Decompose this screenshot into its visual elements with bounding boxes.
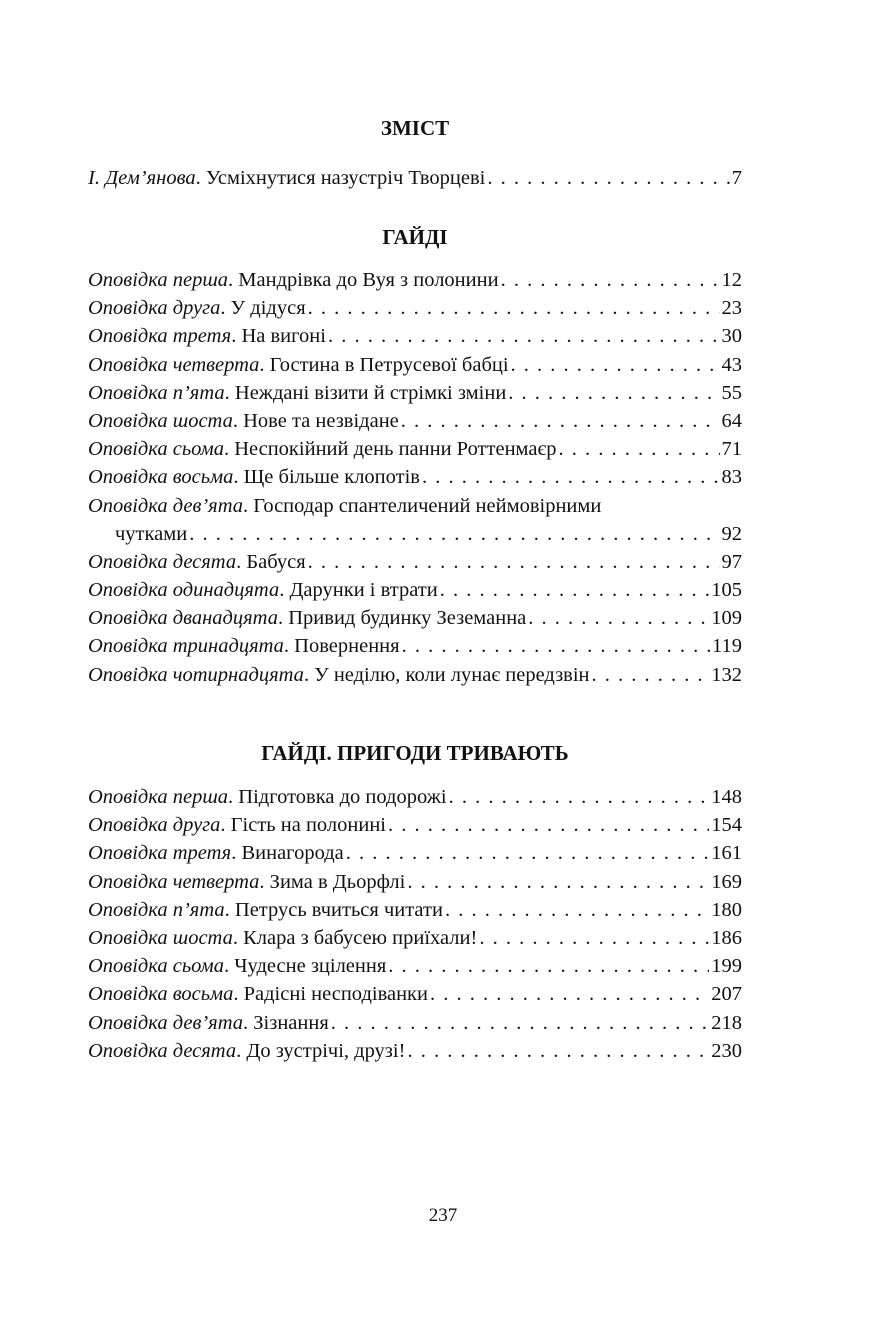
entry-page-number: 105	[711, 579, 742, 602]
entry-title: На вигоні	[241, 325, 326, 348]
toc-entry[interactable]: Оповідка чотирнадцята. У неділю, коли лунає передзвін . . . 132	[88, 661, 742, 689]
entry-label: Оповідка шоста	[88, 926, 233, 949]
dot-leader	[189, 520, 719, 548]
dot-leader	[559, 435, 720, 463]
entry-page-number: 7	[731, 167, 742, 189]
toc-entry[interactable]: Оповідка дванадцята. Привид будинку Зеземанна . . . 109	[88, 604, 742, 632]
entry-page-number: 132	[711, 663, 742, 686]
entry-author: І. Дем’янова	[88, 167, 196, 189]
dot-leader	[508, 379, 719, 407]
dot-leader	[449, 783, 710, 811]
toc-entry[interactable]: Оповідка друга. Гість на полонині . . . 154	[88, 811, 742, 839]
entry-label: Оповідка десята	[88, 550, 237, 573]
entry-page-number: 180	[711, 898, 742, 921]
entry-label: Оповідка одинадцята	[88, 579, 280, 602]
entry-label: Оповідка дев’ята	[88, 494, 244, 517]
entry-title: Петрусь вчиться читати	[234, 898, 443, 921]
entry-label: Оповідка восьма	[88, 983, 234, 1006]
entry-label: Оповідка тринадцята	[88, 635, 284, 658]
toc-entry[interactable]: Оповідка дев’ята. Зізнання . . . 218	[88, 1009, 742, 1037]
entry-page-number: 43	[721, 353, 742, 376]
dot-leader	[328, 322, 720, 350]
dot-leader	[501, 266, 720, 294]
dot-leader	[308, 548, 720, 576]
entry-page-number: 148	[711, 786, 742, 808]
entry-page-number: 55	[721, 381, 742, 404]
entry-page-number: 230	[711, 1039, 742, 1062]
entry-label: Оповідка друга	[88, 814, 221, 837]
entry-title: Гість на полонині	[230, 814, 386, 837]
entry-title: Чудесне зцілення	[234, 955, 387, 978]
entry-title: Усміхнутися назустріч Творцеві	[205, 167, 486, 189]
dot-leader	[407, 1037, 709, 1065]
entry-label: Оповідка третя	[88, 325, 232, 348]
entry-page-number: 199	[711, 955, 742, 978]
entry-title: Нове та незвідане	[243, 409, 399, 432]
entry-title: Господар спантеличений неймовірними	[253, 494, 602, 517]
dot-leader	[422, 463, 720, 491]
entry-label: Оповідка третя	[88, 842, 232, 865]
toc-entry[interactable]: Оповідка восьма. Ще більше клопотів . . . 83	[88, 463, 742, 491]
entry-label: Оповідка п’ята	[88, 898, 225, 921]
toc-entry[interactable]: Оповідка п’ята. Петрусь вчиться читати . . . 180	[88, 896, 742, 924]
entry-label: Оповідка чотирнадцята	[88, 663, 304, 686]
entry-title: До зустрічі, друзі!	[246, 1039, 406, 1062]
dot-leader	[479, 924, 709, 952]
entry-label: Оповідка десята	[88, 1039, 237, 1062]
toc-entry[interactable]: Оповідка четверта. Гостина в Петрусевої бабці . . . 43	[88, 351, 742, 379]
entry-page-number: 119	[712, 635, 742, 658]
entry-title: Зима в Дьорфлі	[269, 870, 406, 893]
entry-page-number: 23	[721, 297, 742, 320]
toc-entry-continuation[interactable]	[88, 520, 742, 548]
dot-leader	[592, 661, 710, 689]
entry-label: Оповідка друга	[88, 297, 221, 320]
page-number: 237	[428, 1205, 458, 1226]
entry-page-number: 207	[711, 983, 742, 1006]
entry-page-number: 64	[721, 409, 742, 432]
dot-leader	[407, 868, 709, 896]
toc-entry[interactable]: Оповідка четверта. Зима в Дьорфлі . . . 169	[88, 868, 742, 896]
entry-label: Оповідка четверта	[88, 870, 260, 893]
entry-title: Клара з бабусею приїхали!	[243, 926, 478, 949]
entry-page-number: 161	[711, 842, 742, 865]
toc-entry[interactable]: Оповідка шоста. Клара з бабусею приїхали! . . . 186	[88, 924, 742, 952]
entry-label: Оповідка перша	[88, 786, 229, 808]
entry-title: Зізнання	[253, 1011, 329, 1034]
entry-label: Оповідка дев’ята	[88, 1011, 244, 1034]
entry-page-number: 71	[721, 438, 742, 461]
entry-label: Оповідка перша	[88, 269, 229, 291]
dot-leader	[528, 604, 709, 632]
entry-page-number: 154	[711, 814, 742, 837]
toc-entry[interactable]: І. Дем’янова. Усміхнутися назустріч Творцеві . . . 7	[88, 164, 742, 192]
entry-label: Оповідка шоста	[88, 409, 233, 432]
entry-title: Неждані візити й стрімкі зміни	[234, 381, 507, 404]
entry-title: Ще більше клопотів	[243, 466, 420, 489]
entry-title: Гостина в Петрусевої бабці	[269, 353, 509, 376]
toc-entry[interactable]: Оповідка перша. Мандрівка до Вуя з полонини . . . 12	[88, 266, 742, 294]
intro-entry-block	[88, 164, 742, 192]
toc-entry[interactable]: Оповідка дев’ята. Господар спантеличений неймовірними	[88, 494, 602, 517]
entry-title: Мандрівка до Вуя з полонини	[238, 269, 499, 291]
entry-page-number: 12	[721, 269, 742, 291]
toc-entry[interactable]: Оповідка десята. Бабуся . . . 97	[88, 548, 742, 576]
dot-leader	[388, 952, 709, 980]
entry-label: Оповідка восьма	[88, 466, 234, 489]
toc-entry[interactable]: Оповідка п’ята. Неждані візити й стрімкі зміни . . . 55	[88, 379, 742, 407]
entry-page-number: 169	[711, 870, 742, 893]
dot-leader	[308, 294, 720, 322]
contents-heading: ЗМІСТ	[380, 116, 450, 140]
entry-label: Оповідка сьома	[88, 955, 224, 978]
dot-leader	[430, 980, 709, 1008]
entry-title: Винагорода	[241, 842, 344, 865]
entry-page-number: 218	[711, 1011, 742, 1034]
toc-entry[interactable]: Оповідка сьома. Чудесне зцілення . . . 199	[88, 952, 742, 980]
dot-leader	[445, 896, 709, 924]
entry-title: Радісні несподіванки	[243, 983, 428, 1006]
entry-label: Оповідка п’ята	[88, 381, 225, 404]
entry-label: Оповідка сьома	[88, 438, 224, 461]
section-heading-heidi-continues: ГАЙДІ. ПРИГОДИ ТРИВАЮТЬ	[261, 741, 569, 765]
entry-page-number: 109	[711, 607, 742, 630]
dot-leader	[487, 164, 729, 192]
dot-leader	[440, 576, 710, 604]
entry-title: Бабуся	[246, 550, 306, 573]
entry-title-continuation: чутками	[115, 522, 188, 545]
entry-page-number: 92	[721, 522, 742, 545]
toc-entry[interactable]: Оповідка третя. На вигоні . . . 30	[88, 322, 742, 350]
entry-title: Неспокійний день панни Роттенмаєр	[234, 438, 557, 461]
dot-leader	[331, 1009, 709, 1037]
entry-title: Привид будинку Зеземанна	[288, 607, 527, 630]
toc-entry[interactable]: Оповідка третя. Винагорода . . . 161	[88, 839, 742, 867]
dot-leader	[511, 351, 720, 379]
entry-title: Повернення	[294, 635, 400, 658]
entry-page-number: 30	[721, 325, 742, 348]
dot-leader	[388, 811, 709, 839]
entry-title: Підготовка до подорожі	[238, 786, 447, 808]
toc-entry[interactable]: Оповідка одинадцята. Дарунки і втрати . . . 105	[88, 576, 742, 604]
entry-page-number: 186	[711, 926, 742, 949]
toc-entry[interactable]: Оповідка тринадцята. Повернення . . . 119	[88, 632, 742, 660]
entry-title: Дарунки і втрати	[289, 579, 438, 602]
entry-page-number: 97	[721, 550, 742, 573]
toc-entry[interactable]: Оповідка шоста. Нове та незвідане . . . 64	[88, 407, 742, 435]
entry-title: У неділю, коли лунає передзвін	[314, 663, 590, 686]
section-heading-heidi: ГАЙДІ	[382, 225, 448, 249]
entry-label: Оповідка дванадцята	[88, 607, 278, 630]
toc-entry[interactable]: Оповідка восьма. Радісні несподіванки . . . 207	[88, 980, 742, 1008]
toc-entry[interactable]: Оповідка перша. Підготовка до подорожі . . . 148	[88, 783, 742, 811]
toc-entry[interactable]: Оповідка сьома. Неспокійний день панни Роттенмаєр . . . 71	[88, 435, 742, 463]
dot-leader	[402, 632, 710, 660]
dot-leader	[346, 839, 709, 867]
section2-entries	[88, 783, 742, 1065]
entry-page-number: 83	[721, 466, 742, 489]
dot-leader	[401, 407, 720, 435]
entry-label: Оповідка четверта	[88, 353, 260, 376]
entry-title: У дідуся	[230, 297, 306, 320]
toc-entry[interactable]: Оповідка друга. У дідуся . . . 23	[88, 294, 742, 322]
toc-entry[interactable]: Оповідка десята. До зустрічі, друзі! . . . 230	[88, 1037, 742, 1065]
section1-entries	[88, 266, 742, 689]
